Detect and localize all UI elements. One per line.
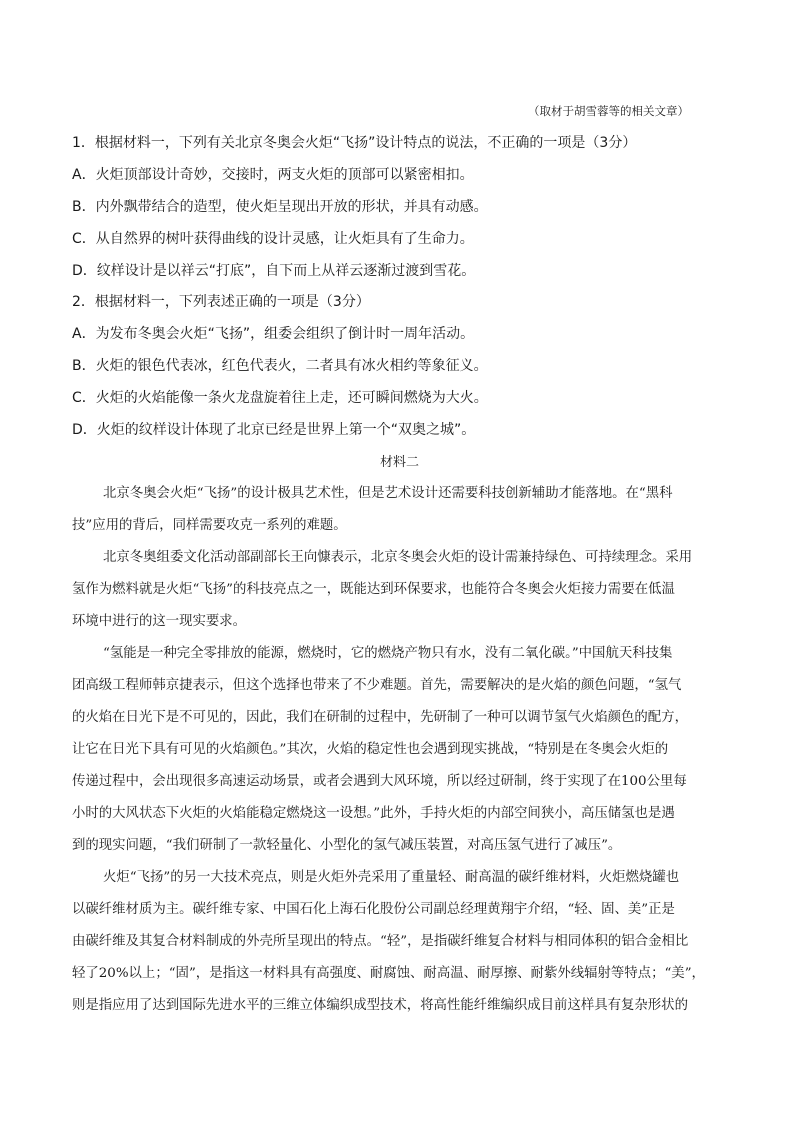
paragraph-line: 团高级工程师韩京捷表示，但这个选择也带来了不少难题。首先，需要解决的是火焰的颜色问题，“氢气 bbox=[72, 678, 682, 693]
paragraph-line: 到的现实问题，“我们研制了一款轻量化、小型化的氢气减压装置，对高压氢气进行了减压”。 bbox=[72, 838, 622, 853]
paragraph-line: 技”应用的背后，同样需要攻克一系列的难题。 bbox=[72, 518, 347, 533]
question-2-option-b: B．火炬的银色代表冰，红色代表火，二者具有冰火相约等象征义。 bbox=[72, 358, 488, 374]
paragraph-line: 的火焰在日光下是不可见的，因此，我们在研制的过程中，先研制了一种可以调节氢气火焰颜色的配方， bbox=[72, 710, 688, 725]
paragraph-line: 传递过程中，会出现很多高速运动场景，或者会遇到大风环境，所以经过研制，终于实现了在100公里每 bbox=[72, 774, 687, 789]
question-2-stem: 2．根据材料一，下列表述正确的一项是（3分） bbox=[72, 294, 370, 310]
paragraph-line: “氢能是一种完全零排放的能源，燃烧时，它的燃烧产物只有水，没有二氧化碳。”中国航天科技集 bbox=[103, 646, 673, 661]
paragraph-line: 由碳纤维及其复合材料制成的外壳所呈现出的特点。“轻”，是指碳纤维复合材料与相同体积的铝合金相比 bbox=[72, 934, 689, 949]
question-1-option-b: B．内外飘带结合的造型，使火炬呈现出开放的形状，并具有动感。 bbox=[72, 199, 488, 215]
material-title: 材料二 bbox=[380, 455, 420, 470]
paragraph-line: 北京冬奥会火炬“飞扬”的设计极具艺术性，但是艺术设计还需要科技创新辅助才能落地。在“黑科 bbox=[103, 486, 673, 501]
paragraph-line: 以碳纤维材质为主。碳纤维专家、中国石化上海石化股份公司副总经理黄翔宇介绍，“轻、固、美”正是 bbox=[72, 902, 675, 917]
paragraph-line: 氢作为燃料就是火炬“飞扬”的科技亮点之一，既能达到环保要求，也能符合冬奥会火炬接力需要在低温 bbox=[72, 582, 675, 597]
paragraph-line: 则是指应用了达到国际先进水平的三维立体编织成型技术，将高性能纤维编织成目前这样具有复杂形状的 bbox=[72, 998, 688, 1013]
paragraph-line: 让它在日光下具有可见的火焰颜色。”其次，火焰的稳定性也会遇到现实挑战，“特别是在冬奥会火炬的 bbox=[72, 742, 669, 757]
question-1-option-d: D．纹样设计是以祥云“打底”，自下而上从祥云逐渐过渡到雪花。 bbox=[72, 263, 476, 279]
paragraph-line: 小时的大风状态下火炬的火焰能稳定燃烧这一设想。”此外，手持火炬的内部空间狭小，高压储氢也是遇 bbox=[72, 806, 675, 821]
question-1-option-a: A．火炬顶部设计奇妙，交接时，两支火炬的顶部可以紧密相扣。 bbox=[72, 167, 474, 183]
paragraph-line: 轻了20%以上；“固”，是指这一材料具有高强度、耐腐蚀、耐高温、耐厚擦、耐紫外线辐射等特点；“美”， bbox=[72, 966, 705, 981]
source-note: （取材于胡雪蓉等的相关文章） bbox=[528, 104, 689, 118]
paragraph-line: 环境中进行的这一现实要求。 bbox=[72, 614, 247, 629]
question-2-option-a: A．为发布冬奥会火炬“飞扬”，组委会组织了倒计时一周年活动。 bbox=[72, 326, 475, 342]
paragraph-line: 北京冬奥组委文化活动部副部长王向慷表示，北京冬奥会火炬的设计需兼持绿色、可持续理念。采用 bbox=[103, 550, 693, 565]
paragraph-line: 火炬“飞扬”的另一大技术亮点，则是火炬外壳采用了重量轻、耐高温的碳纤维材料，火炬燃烧罐也 bbox=[103, 870, 680, 885]
question-1-option-c: C．从自然界的树叶获得曲线的设计灵感，让火炬具有了生命力。 bbox=[72, 231, 474, 247]
question-2-option-d: D．火炬的纹样设计体现了北京已经是世界上第一个“双奥之城”。 bbox=[72, 422, 476, 438]
question-2-option-c: C．火炬的火焰能像一条火龙盘旋着往上走，还可瞬间燃烧为大火。 bbox=[72, 390, 488, 406]
question-1-stem: 1．根据材料一，下列有关北京冬奥会火炬“飞扬”设计特点的说法，不正确的一项是（3分） bbox=[72, 135, 637, 151]
